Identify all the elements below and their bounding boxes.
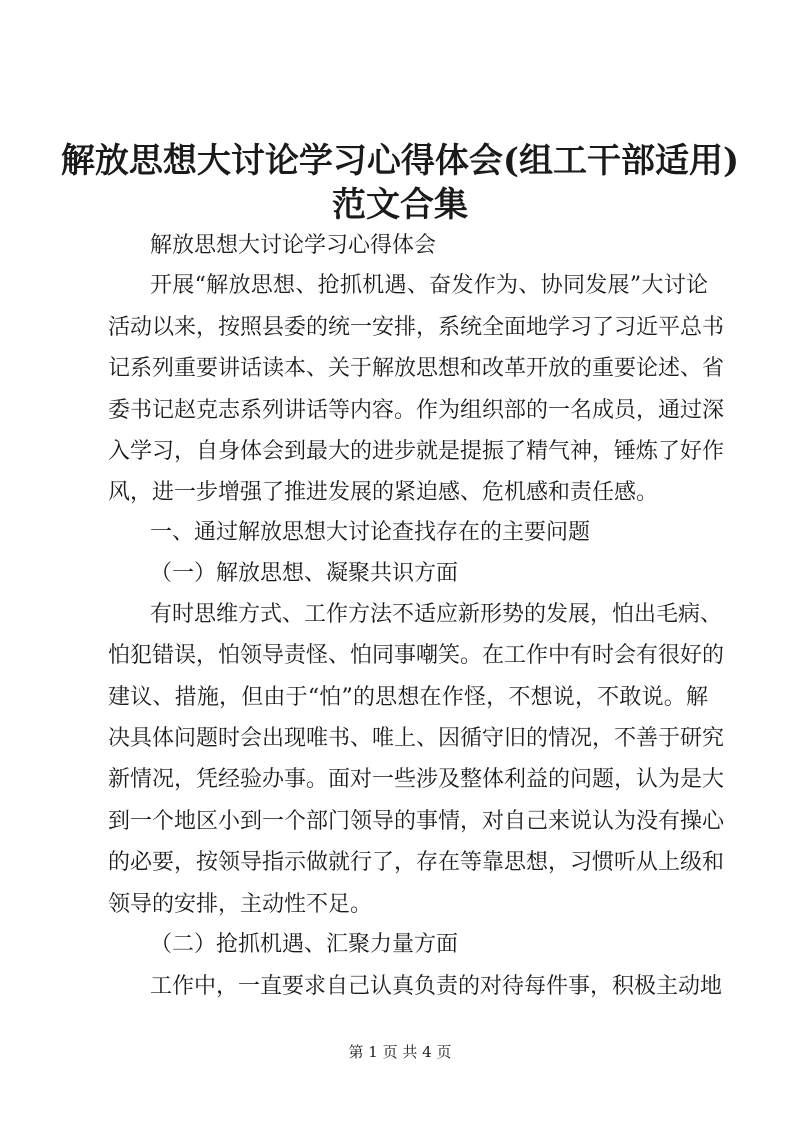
paragraph-line: 怕犯错误，怕领导责怪、怕同事嘲笑。在工作中有时会有很好的	[108, 643, 725, 668]
paragraph-line: 活动以来，按照县委的统一安排，系统全面地学习了习近平总书	[108, 315, 725, 340]
section-heading: 一、通过解放思想大讨论查找存在的主要问题	[150, 520, 591, 545]
section-heading: 解放思想大讨论学习心得体会	[150, 233, 437, 258]
subsection-heading: （二）抢抓机遇、汇聚力量方面	[150, 932, 459, 957]
subsection-heading: （一）解放思想、凝聚共识方面	[150, 561, 459, 586]
page-number-footer: 第 1 页 共 4 页	[348, 1043, 452, 1061]
paragraph-line: 风，进一步增强了推进发展的紧迫感、危机感和责任感。	[108, 480, 659, 505]
paragraph-line: 到一个地区小到一个部门领导的事情，对自己来说认为没有操心	[108, 809, 725, 834]
paragraph-line: 入学习，自身体会到最大的进步就是提振了精气神，锤炼了好作	[108, 439, 725, 464]
paragraph-line: 记系列重要讲话读本、关于解放思想和改革开放的重要论述、省	[108, 356, 725, 381]
document-title-line-1: 解放思想大讨论学习心得体会(组工干部适用)	[60, 141, 740, 181]
paragraph-line: 领导的安排，主动性不足。	[108, 892, 373, 917]
paragraph-line: 新情况，凭经验办事。面对一些涉及整体利益的问题，认为是大	[108, 767, 725, 792]
paragraph-line: 决具体问题时会出现唯书、唯上、因循守旧的情况，不善于研究	[108, 726, 725, 751]
paragraph-line: 工作中，一直要求自己认真负责的对待每件事，积极主动地	[150, 974, 723, 999]
paragraph-line: 的必要，按领导指示做就行了，存在等靠思想，习惯听从上级和	[108, 850, 725, 875]
document-title-line-2: 范文合集	[332, 185, 468, 225]
paragraph-line: 建议、措施，但由于“怕”的思想在作怪，不想说，不敢说。解	[108, 685, 708, 710]
paragraph-line: 委书记赵克志系列讲话等内容。作为组织部的一名成员，通过深	[108, 398, 725, 423]
paragraph-line: 开展“解放思想、抢抓机遇、奋发作为、协同发展”大讨论	[150, 273, 708, 298]
paragraph-line: 有时思维方式、工作方法不适应新形势的发展，怕出毛病、	[150, 602, 723, 627]
